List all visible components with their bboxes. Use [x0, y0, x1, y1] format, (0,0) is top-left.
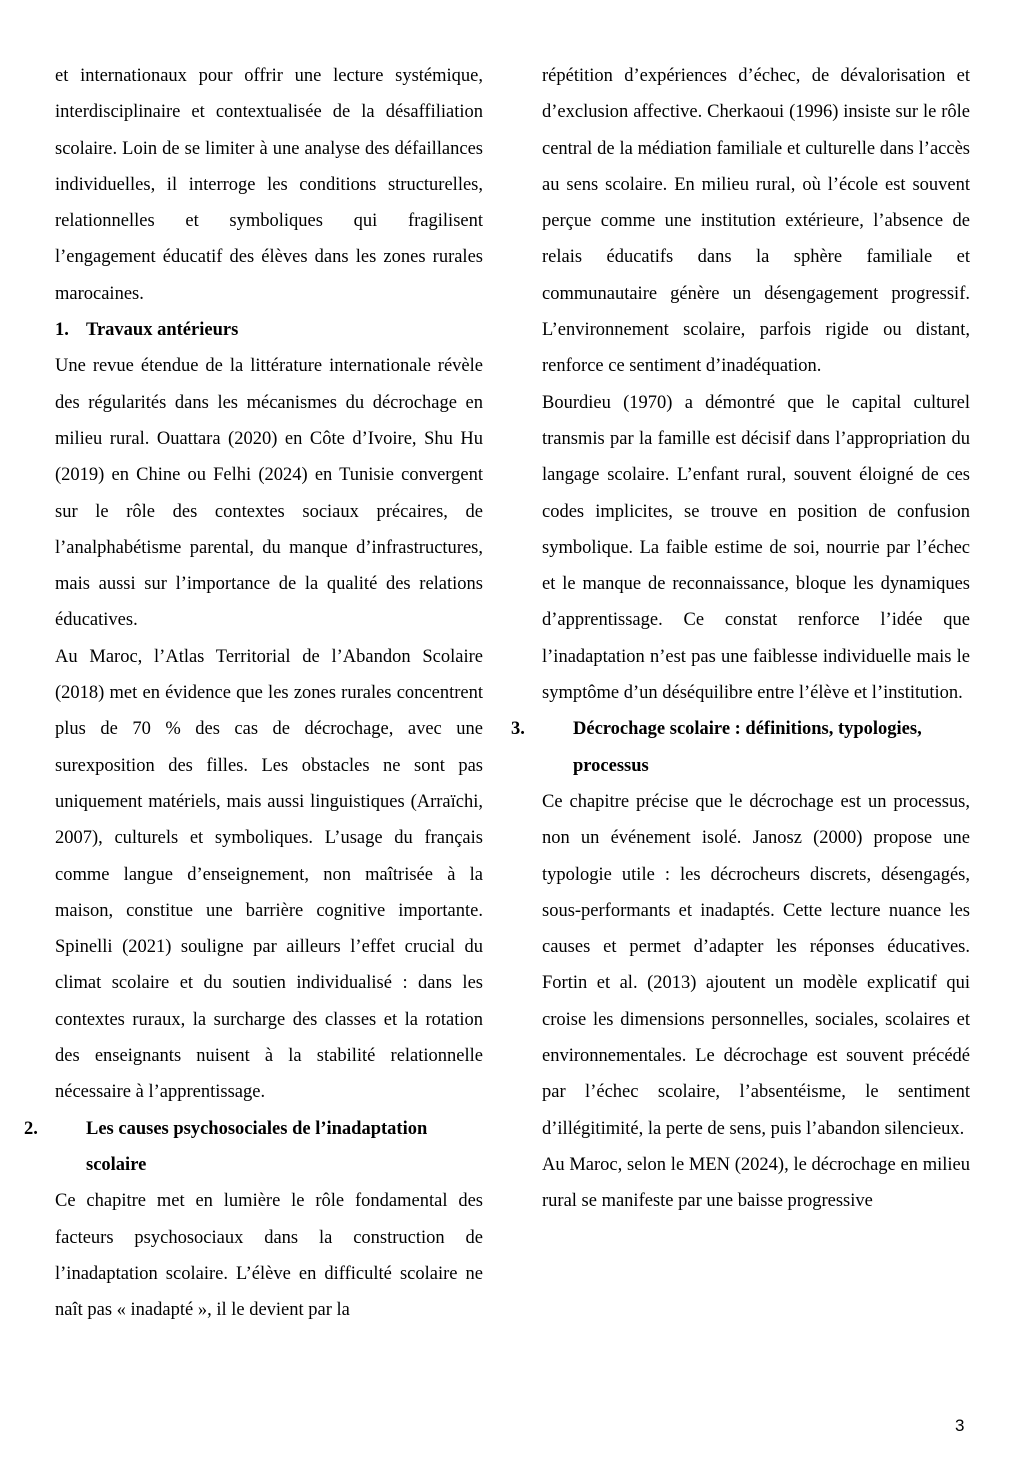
page-number: 3 — [955, 1416, 965, 1435]
section-title: Décrochage scolaire : définitions, typologies, processus — [573, 719, 922, 776]
section-heading-2 — [24, 1111, 483, 1184]
section-number: 3. — [511, 719, 525, 740]
section-number: 2. — [24, 1118, 38, 1139]
section-title: Travaux antérieurs — [86, 320, 239, 341]
right-column — [511, 58, 970, 1220]
section-heading-3 — [511, 711, 970, 784]
paragraph: Ce chapitre met en lumière le rôle fondamental des facteurs psychosociaux dans la construction de l’inadaptation scolaire. L’élève en difficulté scolaire ne naît pas « inadapté », il le devient par la — [55, 1191, 483, 1321]
section-number: 1. — [55, 320, 69, 341]
paragraph: Bourdieu (1970) a démontré que le capital culturel transmis par la famille est décisif dans l’appropriation du langage scolaire. L’enfant rural, souvent éloigné de ces codes implicites, se trouve en position de confusion symbolique. La faible estime de soi, nourrie par l’échec et le manque de reconnaissance, bloque les dynamiques d’apprentissage. Ce constat renforce l’idée que l’inadaptation n’est pas une faiblesse individuelle mais le symptôme d’un déséquilibre entre l’élève et l’institution. — [542, 392, 970, 704]
section-title: Les causes psychosociales de l’inadaptation scolaire — [86, 1118, 428, 1175]
paragraph: Au Maroc, l’Atlas Territorial de l’Abandon Scolaire (2018) met en évidence que les zones rurales concentrent plus de 70 % des cas de décrochage, avec une surexposition des filles. Les obstacles ne sont pas uniquement matériels, mais aussi linguistiques (Arraïchi, 2007), culturels et symboliques. L’usage du français comme langue d’enseignement, non maîtrisée à la maison, constitue une barrière cognitive importante. Spinelli (2021) souligne par ailleurs l’effet crucial du climat scolaire et du soutien individualisé : dans les contextes ruraux, la surcharge des classes et la rotation des enseignants nuisent à la stabilité relationnelle nécessaire à l’apprentissage. — [55, 646, 483, 1103]
paragraph: Au Maroc, selon le MEN (2024), le décrochage en milieu rural se manifeste par une baisse progressive — [542, 1154, 970, 1212]
section-heading-1 — [55, 312, 483, 348]
paragraph: Ce chapitre précise que le décrochage est un processus, non un événement isolé. Janosz (2000) propose une typologie utile : les décrocheurs discrets, désengagés, sous-performants et inadaptés. Cette lecture nuance les causes et permet d’adapter les réponses éducatives. Fortin et al. (2013) ajoutent un modèle explicatif qui croise les dimensions personnelles, sociales, scolaires et environnementales. Le décrochage est souvent précédé par l’échec scolaire, l’absentéisme, le sentiment d’illégitimité, la perte de sens, puis l’abandon silencieux. — [542, 791, 970, 1139]
paragraph: répétition d’expériences d’échec, de dévalorisation et d’exclusion affective. Cherkaoui (1996) insiste sur le rôle central de la médiation familiale et culturelle dans l’accès au sens scolaire. En milieu rural, où l’école est souvent perçue comme une institution extérieure, l’absence de relais éducatifs dans la sphère familiale et communautaire génère un désengagement progressif. L’environnement scolaire, parfois rigide ou distant, renforce ce sentiment d’inadéquation. — [542, 66, 970, 377]
left-column — [24, 58, 483, 1328]
paragraph: Une revue étendue de la littérature internationale révèle des régularités dans les mécanismes du décrochage en milieu rural. Ouattara (2020) en Côte d’Ivoire, Shu Hu (2019) en Chine ou Felhi (2024) en Tunisie convergent sur le rôle des contextes sociaux précaires, de l’analphabétisme parental, du manque d’infrastructures, mais aussi sur l’importance de la qualité des relations éducatives. — [55, 356, 483, 631]
paragraph: et internationaux pour offrir une lecture systémique, interdisciplinaire et contextualisée de la désaffiliation scolaire. Loin de se limiter à une analyse des défaillances individuelles, il interroge les conditions structurelles, relationnelles et symboliques qui fragilisent l’engagement éducatif des élèves dans les zones rurales marocaines. — [55, 66, 483, 304]
